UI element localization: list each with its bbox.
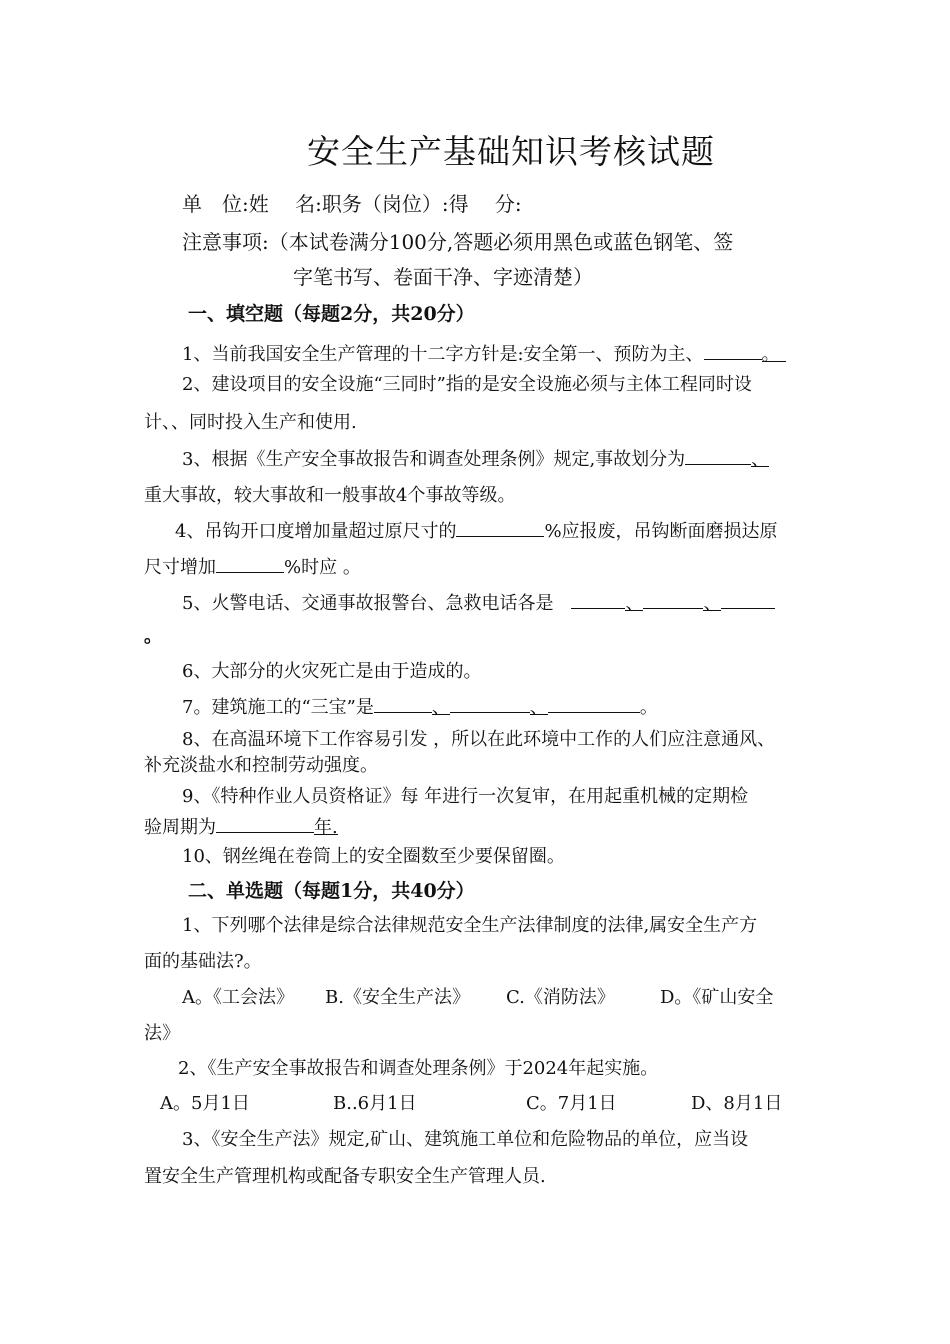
fill-q8-line2: 补充淡盐水和控制劳动强度。: [144, 755, 378, 776]
choice-q1-option-b[interactable]: B.《安全生产法》: [325, 987, 470, 1008]
fill-q7-sep1: 、: [431, 697, 450, 718]
fill-q4-line2: [144, 554, 361, 580]
candidate-info-line: 单 位:姓 名:职务（岗位）:得 分:: [182, 192, 522, 216]
section-1-heading: 一、填空题（每题2分，共20分）: [188, 303, 475, 325]
fill-q9-line1: 9、《特种作业人员资格证》每 年进行一次复审，在用起重机械的定期检: [182, 786, 749, 807]
notice-line-2: 字笔书写、卷面干净、字迹清楚）: [293, 265, 593, 289]
choice-q2-option-c[interactable]: C。7月1日: [526, 1093, 617, 1114]
fill-q4-line1: [175, 518, 778, 544]
answer-blank[interactable]: [456, 518, 544, 537]
choice-q3-line2: 置安全生产管理机构或配备专职安全生产管理人员.: [144, 1166, 546, 1187]
fill-q4-part4: %时应 。: [284, 557, 361, 578]
choice-q2-option-b[interactable]: B..6月1日: [333, 1093, 417, 1114]
fill-q2-line1: 2、建设项目的安全设施“三同时”指的是安全设施必须与主体工程同时设: [182, 374, 752, 395]
answer-blank[interactable]: [704, 341, 762, 360]
answer-blank[interactable]: [721, 590, 775, 609]
choice-q1-option-d-wrap: 法》: [144, 1023, 180, 1044]
answer-blank[interactable]: [548, 694, 640, 713]
choice-q3-line1: 3、《安全生产法》规定,矿山、建筑施工单位和危险物品的单位，应当设: [182, 1129, 749, 1150]
answer-blank[interactable]: [571, 590, 625, 609]
fill-q7-end: 。: [639, 697, 658, 718]
answer-blank[interactable]: [685, 446, 751, 465]
answer-blank[interactable]: [450, 694, 530, 713]
fill-q9-line2b: 年.: [314, 817, 338, 838]
notice-line-1: 注意事项:（本试卷满分100分,答题必须用黑色或蓝色钢笔、签: [182, 230, 734, 254]
choice-q1-line2: 面的基础法?。: [144, 951, 262, 972]
fill-q3-line1: [182, 446, 769, 472]
fill-q9-line2: [144, 814, 338, 840]
fill-q9-line2a: 验周期为: [144, 817, 216, 838]
choice-q2-option-d[interactable]: D、8月1日: [691, 1093, 783, 1114]
fill-q3-sep: 、: [751, 449, 770, 470]
choice-q2-text: 2、《生产安全事故报告和调查处理条例》于2024年起实施。: [178, 1058, 659, 1079]
fill-q4-part1: 4、吊钩开口度增加量超过原尺寸的: [175, 521, 457, 542]
choice-q1-line1: 1、下列哪个法律是综合法律规范安全生产法律制度的法律,属安全生产方: [182, 915, 758, 936]
answer-blank[interactable]: [643, 590, 703, 609]
fill-q4-part2: %应报废，吊钩断面磨损达原: [544, 521, 778, 542]
answer-blank[interactable]: [374, 694, 432, 713]
fill-q6: 6、大部分的火灾死亡是由于造成的。: [182, 661, 482, 682]
fill-q1-end: 。: [762, 343, 786, 362]
choice-q1-option-a[interactable]: A。《工会法》: [182, 987, 294, 1008]
fill-q2-line2: 计、、同时投入生产和使用.: [144, 412, 357, 433]
answer-blank[interactable]: [216, 814, 314, 833]
fill-q4-part3: 尺寸增加: [144, 557, 216, 578]
fill-q5-sep2: 、: [703, 593, 722, 614]
fill-q3-line2: 重大事故，较大事故和一般事故4个事故等级。: [144, 485, 516, 506]
fill-q7-sep2: 、: [529, 697, 548, 718]
answer-blank[interactable]: [216, 554, 284, 573]
fill-q7: [182, 694, 658, 720]
choice-q1-option-c[interactable]: C.《消防法》: [506, 987, 615, 1008]
fill-q5-text: 5、火警电话、交通事故报警台、急救电话各是: [182, 593, 554, 614]
choice-q2-option-a[interactable]: A。5月1日: [160, 1093, 250, 1114]
fill-q1: [182, 341, 786, 367]
fill-q7-text: 7。建筑施工的“三宝”是: [182, 697, 374, 718]
fill-q10: 10、钢丝绳在卷筒上的安全圈数至少要保留圈。: [182, 846, 565, 867]
fill-q3-text: 3、根据《生产安全事故报告和调查处理条例》规定,事故划分为: [182, 449, 686, 470]
fill-q5-sep1: 、: [625, 593, 644, 614]
section-2-heading: 二、单选题（每题1分，共40分）: [188, 880, 475, 902]
choice-q1-option-d[interactable]: D。《矿山安全: [660, 987, 774, 1008]
fill-q1-text: 1、当前我国安全生产管理的十二字方针是:安全第一、预防为主、: [182, 344, 704, 365]
exam-title: 安全生产基础知识考核试题: [307, 132, 715, 171]
fill-q8-line1: 8、在高温环境下工作容易引发 ，所以在此环境中工作的人们应注意通风、: [182, 729, 776, 750]
fill-q5-end: 。: [144, 626, 162, 647]
fill-q5-line1: [182, 590, 775, 616]
